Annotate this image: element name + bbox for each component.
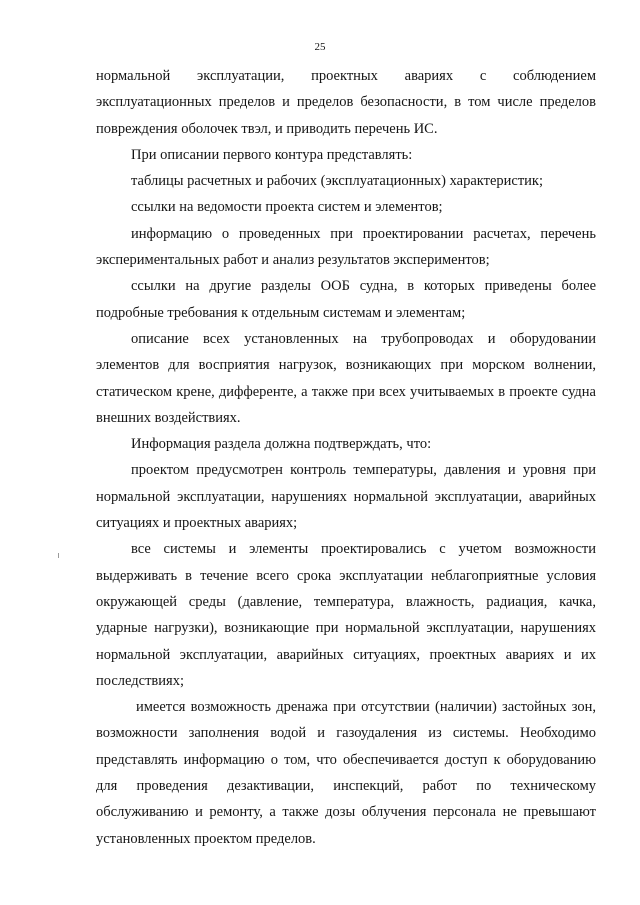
body-text [96, 63, 596, 852]
paragraph-9: проектом предусмотрен контроль температуры, давления и уровня при нормальной эксплуатации, нарушениях нормальной эксплуатации, аварийных ситуациях и проектных авариях; [96, 462, 596, 532]
paragraph-1: нормальной эксплуатации, проектных авариях с соблюдением эксплуатационных пределов и пределов безопасности, в том числе пределов повреждения оболочек твэл, и приводить перечень ИС. [96, 68, 596, 137]
paragraph-11: имеется возможность дренажа при отсутствии (наличии) застойных зон, возможности заполнения водой и газоудаления из системы. Необходимо представлять информацию о том, что обеспечивается доступ к оборудованию для проведения дезактивации, инспекций, работ по техническому обслуживанию и ремонту, а также дозы облучения персонала не превышают установленных проектом пределов. [96, 699, 596, 847]
paragraph-7: описание всех установленных на трубопроводах и оборудовании элементов для восприятия нагрузок, возникающих при морском волнении, статическом крене, дифференте, а также при всех учитываемых в проекте судна внешних воздействиях. [96, 330, 596, 426]
paragraph-6: ссылки на другие разделы ООБ судна, в которых приведены более подробные требования к отдельным системам и элементам; [96, 278, 596, 321]
margin-mark [58, 553, 59, 558]
paragraph-8: Информация раздела должна подтверждать, что: [131, 436, 432, 453]
paragraph-2: При описании первого контура представлять: [131, 146, 413, 163]
paragraph-3: таблицы расчетных и рабочих (эксплуатационных) характеристик; [131, 173, 544, 190]
paragraph-5: информацию о проведенных при проектировании расчетах, перечень экспериментальных работ и анализ результатов экспериментов; [96, 225, 596, 269]
paragraph-10: все системы и элементы проектировались с учетом возможности выдерживать в течение всего срока эксплуатации неблагоприятные условия окружающей среды (давление, температура, влажность, радиация, качка, ударные нагрузки), возникающие при нормальной эксплуатации, нарушениях нормальной эксплуатации, аварийных ситуациях, проектных авариях и их последствиях; [96, 541, 596, 689]
paragraph-4: ссылки на ведомости проекта систем и элементов; [131, 199, 443, 216]
page-number: 25 [314, 41, 326, 53]
